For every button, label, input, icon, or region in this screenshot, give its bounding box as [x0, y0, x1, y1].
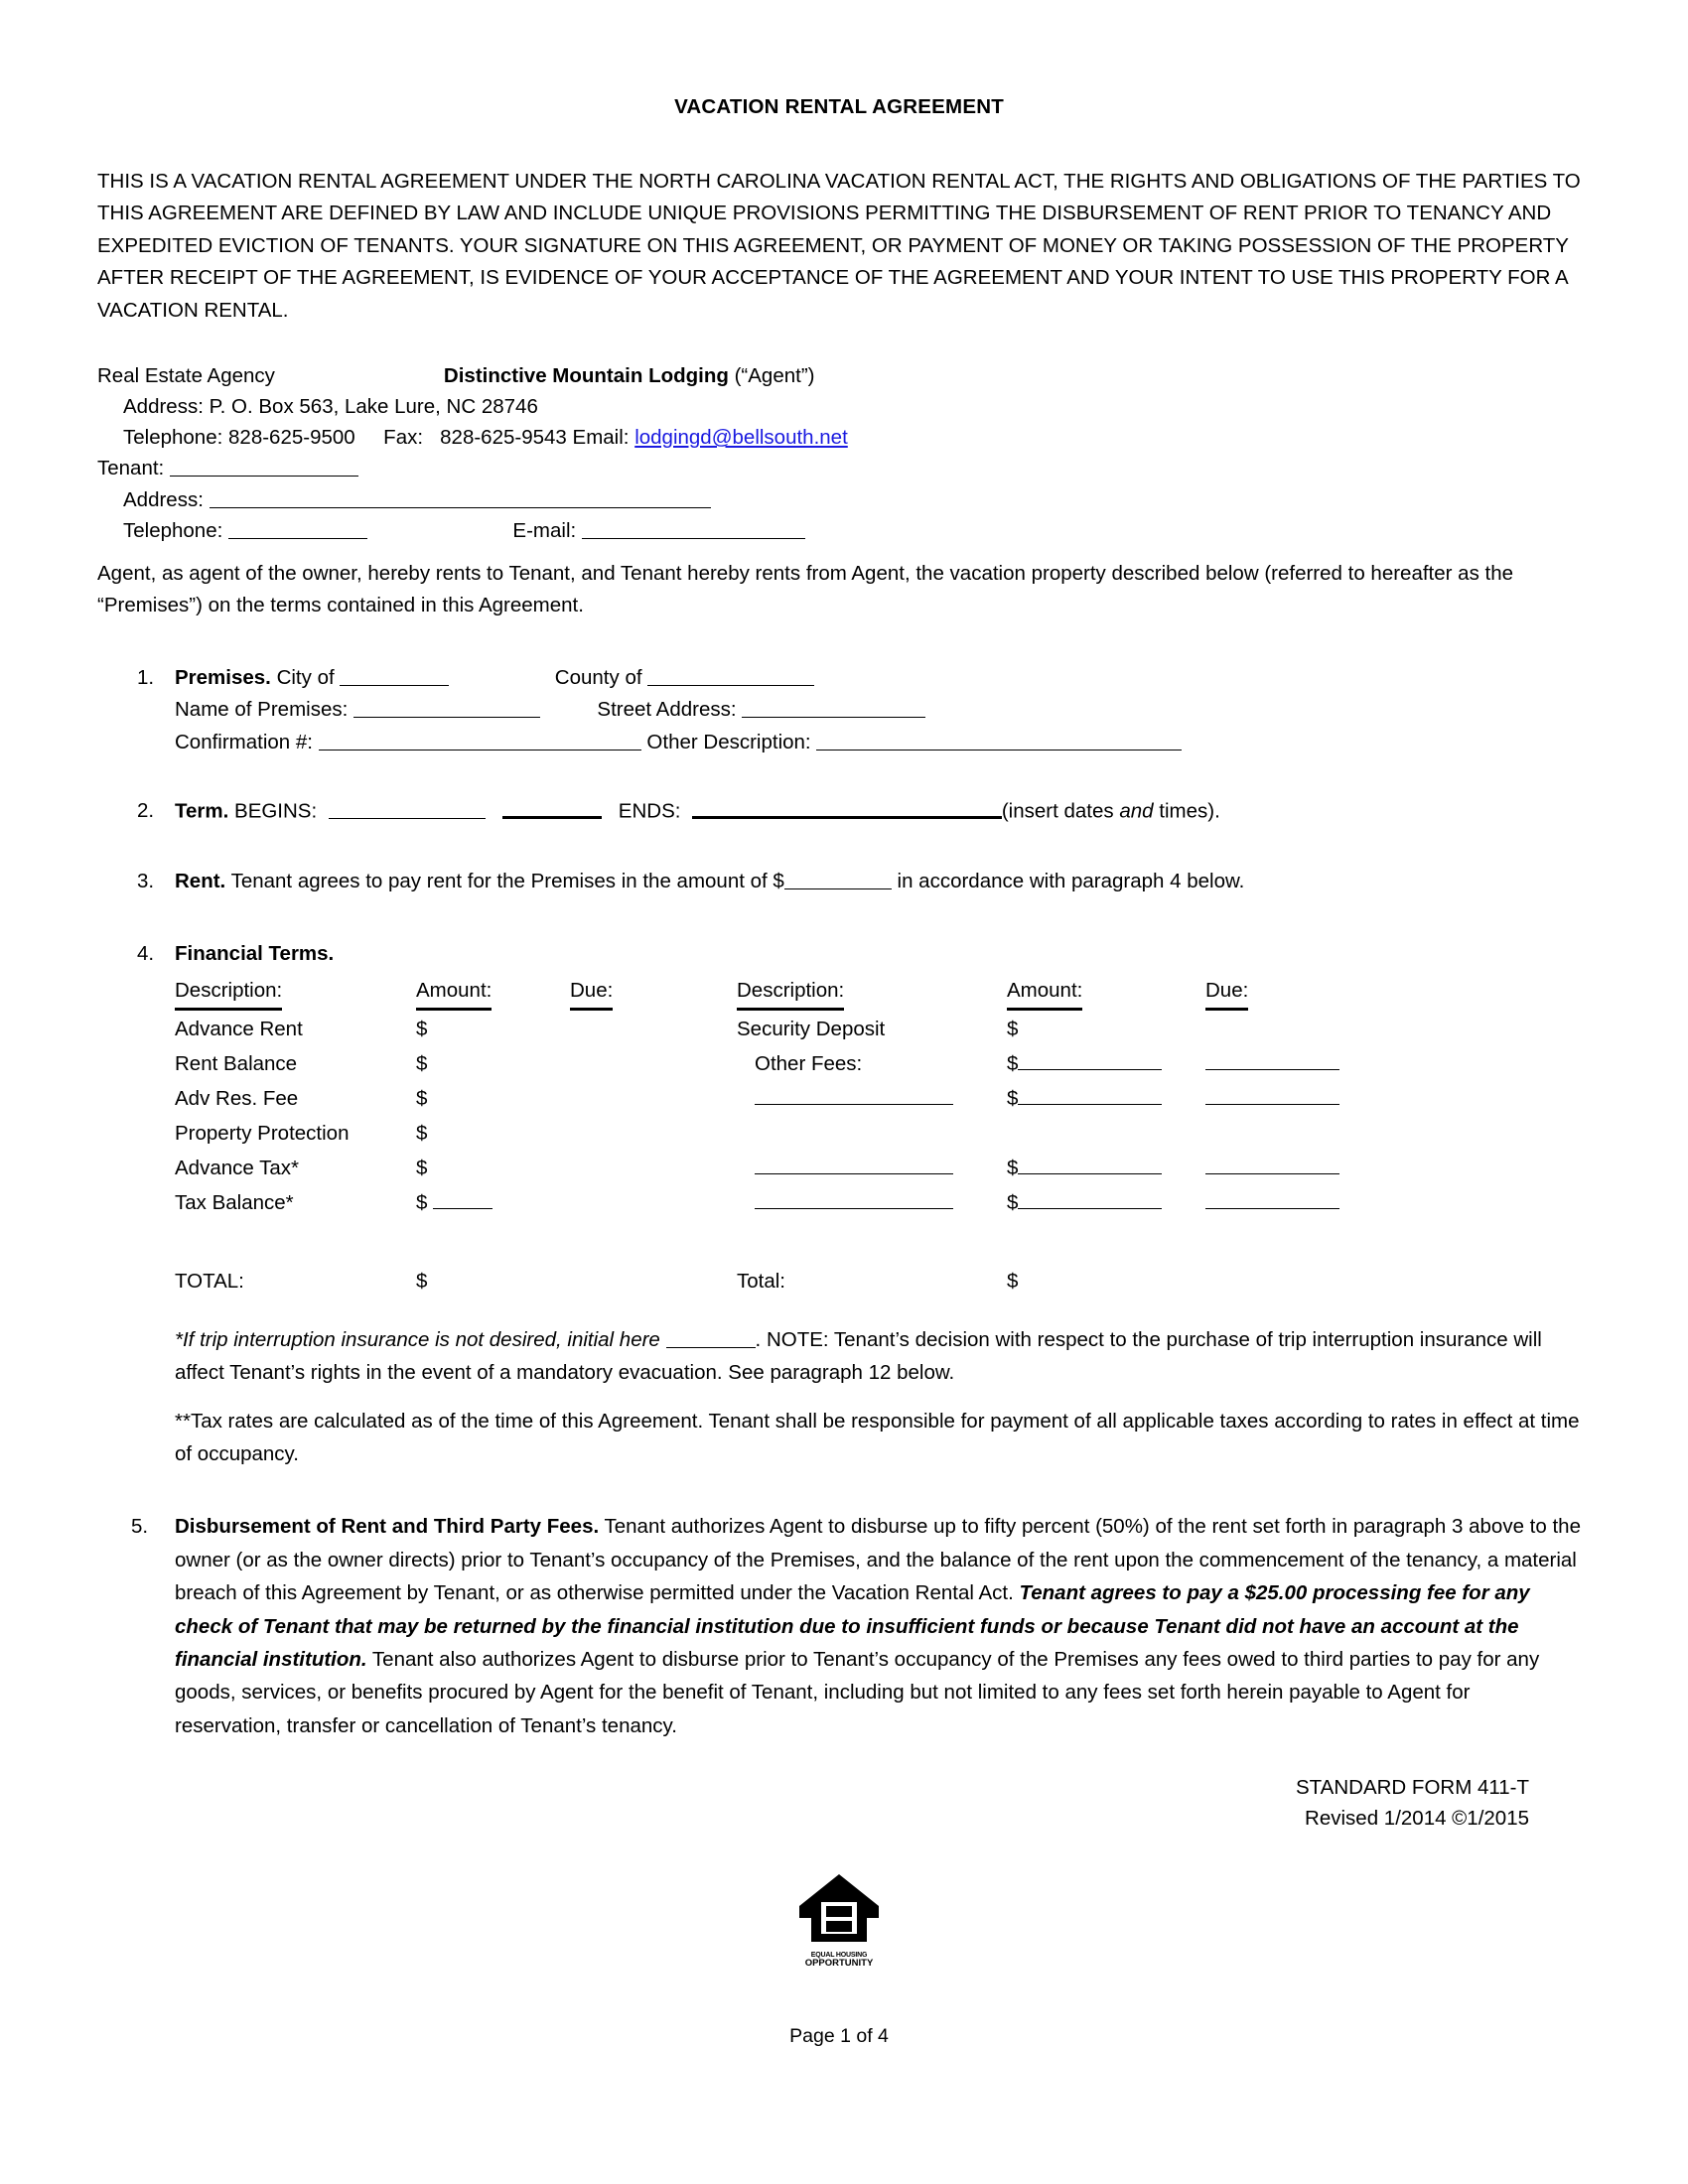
premises-name-label: Name of Premises: — [175, 698, 349, 722]
cell-description-blank[interactable] — [737, 1080, 1007, 1115]
item-rent-title: Rent. — [175, 870, 226, 893]
agency-address-value: P. O. Box 563, Lake Lure, NC 28746 — [209, 395, 538, 419]
total-label-right: Total: — [737, 1269, 785, 1293]
item-term — [97, 795, 1581, 828]
cell-description-blank[interactable] — [737, 1150, 1007, 1184]
city-label: City of — [276, 665, 335, 689]
term-begins-time-blank[interactable] — [502, 795, 602, 820]
cell-amount: $ — [416, 1051, 428, 1075]
form-meta — [97, 1772, 1581, 1834]
tenant-name-blank[interactable] — [170, 455, 358, 478]
cell-due[interactable] — [570, 1184, 669, 1219]
agency-email-link[interactable]: lodgingd@bellsouth.net — [634, 426, 848, 450]
note-initial-blank[interactable] — [666, 1325, 756, 1348]
agency-name: Distinctive Mountain Lodging — [443, 363, 729, 387]
note-trip-insurance-rest: . NOTE: Tenant’s decision with respect to the purchase of trip interruption insurance will affect Tenant’s rights in the event of a mandatory evacuation. See paragraph 12 below. — [175, 1327, 1542, 1384]
tenant-email-blank[interactable] — [582, 516, 805, 539]
cell-description: Advance Tax* — [175, 1156, 299, 1179]
premises-city-county-line — [175, 662, 1581, 695]
cell-description — [737, 1115, 1007, 1150]
rent-text-after: in accordance with paragraph 4 below. — [897, 870, 1245, 893]
intro-paragraph: THIS IS A VACATION RENTAL AGREEMENT UNDER THE NORTH CAROLINA VACATION RENTAL ACT, THE RIGHTS AND OBLIGATIONS OF THE PARTIES TO THIS AGREEMENT ARE DEFINED BY LAW AND INCLUDE UNIQUE PROVISIONS PERMITTING THE DISBURSEMENT OF RENT PRIOR TO TENANCY AND EXPEDITED EVICTION OF TENANTS. YOUR SIGNATURE ON THIS AGREEMENT, OR PAYMENT OF MONEY OR TAKING POSSESSION OF THE PROPERTY AFTER RECEIPT OF THE AGREEMENT, IS EVIDENCE OF YOUR ACCEPTANCE OF THE AGREEMENT AND YOUR INTENT TO USE THIS PROPERTY FOR A VACATION RENTAL. — [97, 170, 1581, 322]
premises-confirmation-line — [175, 727, 1581, 759]
house-icon — [797, 1872, 881, 1946]
cell-amount: $ — [416, 1086, 428, 1110]
cell-due — [1205, 1115, 1354, 1150]
cell-due[interactable] — [1205, 1011, 1354, 1045]
cell-amount: $ — [416, 1017, 428, 1040]
street-address-label: Street Address: — [597, 698, 737, 722]
revised-date: Revised 1/2014 ©1/2015 — [1305, 1807, 1529, 1831]
term-begins-label: BEGINS: — [234, 799, 318, 823]
cell-description: Security Deposit — [737, 1017, 886, 1040]
cell-description: Advance Rent — [175, 1017, 303, 1040]
item-financial-number: 4. — [137, 942, 155, 966]
logo-line-1: EQUAL HOUSING — [810, 1951, 868, 1959]
table-header-row — [175, 975, 1354, 1011]
tenant-address-line — [97, 484, 1581, 515]
item-rent-number: 3. — [137, 870, 155, 893]
cell-amount — [1007, 1115, 1205, 1150]
table-row — [175, 1080, 1354, 1115]
item-term-number: 2. — [137, 798, 155, 822]
confirmation-blank[interactable] — [319, 729, 641, 751]
other-description-label: Other Description: — [646, 731, 811, 754]
note-trip-insurance-italic: *If trip interruption insurance is not desired, initial here — [175, 1327, 660, 1351]
term-begins-blank[interactable] — [329, 797, 486, 820]
page-number-footer: Page 1 of 4 — [789, 2025, 889, 2048]
item-premises-number: 1. — [137, 665, 155, 689]
table-row — [175, 1184, 1354, 1219]
cell-due[interactable] — [570, 1011, 669, 1045]
cell-description: Adv Res. Fee — [175, 1086, 299, 1110]
table-row — [175, 1150, 1354, 1184]
table-row — [175, 1011, 1354, 1045]
cell-amount-blank-left: Tax Balance* — [175, 1190, 294, 1214]
parties-block — [97, 360, 1581, 546]
standard-form-number: STANDARD FORM 411-T — [1295, 1776, 1529, 1800]
tenant-contact-line — [97, 515, 1581, 546]
disbursement-text-emphasis: Tenant agrees to pay a $25.00 processing fee for any check of Tenant that may be returned by the financial institution due to insufficient funds or because Tenant did not have an account at the financial institution. — [175, 1581, 1530, 1672]
rent-text-before: Tenant agrees to pay rent for the Premises in the amount of $ — [230, 870, 784, 893]
rent-line — [175, 866, 1581, 898]
equal-housing-text — [797, 1952, 881, 1969]
cell-due[interactable] — [570, 1045, 669, 1080]
page-title: VACATION RENTAL AGREEMENT — [674, 95, 1004, 118]
item-disbursement-number: 5. — [131, 1515, 149, 1539]
cell-amount-blank[interactable]: $ — [416, 1184, 570, 1219]
term-line — [175, 795, 1581, 828]
item-disbursement — [97, 1510, 1581, 1742]
item-premises — [97, 662, 1581, 759]
financial-terms-table — [175, 975, 1354, 1297]
tenant-telephone-blank[interactable] — [228, 516, 367, 539]
tenant-label: Tenant: — [97, 457, 165, 480]
header-description-left: Description: — [175, 975, 282, 1011]
table-row — [175, 1045, 1354, 1080]
cell-amount-blank[interactable]: $ — [1007, 1184, 1205, 1219]
tenant-address-label: Address: — [123, 487, 204, 511]
agency-telephone-value: 828-625-9500 — [228, 426, 355, 450]
term-ends-blank[interactable] — [692, 795, 1002, 820]
cell-amount-blank[interactable]: $ — [1007, 1045, 1205, 1080]
street-address-blank[interactable] — [742, 696, 925, 719]
header-due-left: Due: — [570, 975, 613, 1011]
agency-name-suffix: (“Agent”) — [734, 363, 815, 387]
disbursement-text-part2: Tenant also authorizes Agent to disburse prior to Tenant’s occupancy of the Premises any fees owed to third parties to pay for any goods, services, or benefits procured by Agent for the benefit of Tenant, including but not limited to any fees set forth herein payable to Agent for reservation, transfer or cancellation of Tenant’s tenancy. — [175, 1648, 1540, 1737]
cell-due[interactable] — [570, 1080, 669, 1115]
confirmation-label: Confirmation #: — [175, 731, 314, 754]
county-label: County of — [554, 665, 642, 689]
city-blank[interactable] — [340, 663, 449, 686]
item-financial-title: Financial Terms. — [175, 942, 335, 966]
table-row — [175, 1115, 1354, 1150]
cell-description: Rent Balance — [175, 1051, 298, 1075]
table-total-row — [175, 1263, 1354, 1297]
equal-housing-logo-wrap — [97, 1872, 1581, 1969]
agency-fax-value: 828-625-9543 — [440, 426, 567, 450]
total-label-left: TOTAL: — [175, 1269, 244, 1293]
header-description-right: Description: — [737, 975, 844, 1011]
cell-due[interactable] — [570, 1115, 669, 1150]
cell-description: Other Fees: — [755, 1051, 863, 1075]
term-note-prefix: (insert dates — [1001, 799, 1120, 823]
cell-amount: $ — [416, 1156, 428, 1179]
cell-amount-blank[interactable]: $ — [1007, 1150, 1205, 1184]
note-trip-insurance — [175, 1323, 1581, 1389]
cell-description-blank[interactable] — [737, 1184, 1007, 1219]
item-disbursement-title: Disbursement of Rent and Third Party Fees. — [175, 1515, 600, 1539]
term-note-italic: and — [1119, 799, 1154, 823]
header-amount-left: Amount: — [416, 975, 492, 1011]
item-premises-title: Premises. — [175, 665, 271, 689]
cell-description: Property Protection — [175, 1121, 350, 1145]
agency-address-label: Address: — [123, 395, 204, 419]
note-tax-rates: **Tax rates are calculated as of the time of this Agreement. Tenant shall be responsible for payment of all applicable taxes according to rates in effect at time of occupancy. — [175, 1410, 1580, 1466]
tenant-name-line — [97, 453, 1581, 483]
tenant-email-label: E-mail: — [512, 518, 577, 542]
item-rent — [97, 866, 1581, 898]
disbursement-text-part1: Tenant authorizes Agent to disburse up to fifty percent (50%) of the rent set forth in paragraph 3 above to the owner (or as the owner directs) prior to Tenant’s occupancy of the Premises, and the balance of the rent upon the commencement of the tenancy, a material breach of this Agreement by Tenant, or as otherwise permitted under the Vacation Rental Act. — [175, 1515, 1581, 1605]
cell-due-blank[interactable] — [1205, 1080, 1354, 1115]
equal-housing-opportunity-logo — [797, 1872, 881, 1969]
term-note-suffix: times). — [1153, 799, 1220, 823]
agency-email-label: Email: — [572, 426, 630, 450]
agency-telephone-label: Telephone: — [123, 426, 223, 450]
agency-line — [97, 360, 1581, 391]
header-due-right: Due: — [1205, 975, 1248, 1011]
financial-notes — [175, 1323, 1581, 1471]
county-blank[interactable] — [647, 663, 814, 686]
cell-due[interactable] — [570, 1150, 669, 1184]
tenant-telephone-label: Telephone: — [123, 518, 223, 542]
cell-due-blank[interactable] — [1205, 1150, 1354, 1184]
rent-amount-blank[interactable] — [784, 868, 892, 890]
term-ends-label: ENDS: — [618, 799, 681, 823]
premises-name-blank[interactable] — [353, 696, 540, 719]
agency-contact-line — [97, 422, 1581, 453]
agent-paragraph: Agent, as agent of the owner, hereby rents to Tenant, and Tenant hereby rents from Agent, the vacation property described below (referred to hereafter as the “Premises”) on the terms contained in this Agreement. — [97, 561, 1514, 617]
cell-amount-blank[interactable]: $ — [1007, 1080, 1205, 1115]
logo-line-2: OPPORTUNITY — [804, 1957, 874, 1969]
cell-amount: $ — [416, 1121, 428, 1145]
premises-name-street-line — [175, 694, 1581, 727]
item-term-title: Term. — [175, 799, 229, 823]
agency-fax-label: Fax: — [383, 426, 424, 450]
item-financial-terms — [97, 938, 1581, 1470]
agency-label: Real Estate Agency — [97, 363, 275, 387]
cell-due-blank[interactable] — [1205, 1184, 1354, 1219]
header-amount-right: Amount: — [1007, 975, 1082, 1011]
numbered-items — [97, 662, 1581, 1743]
tenant-address-blank[interactable] — [210, 485, 711, 508]
total-amount-right: $ — [1007, 1269, 1019, 1293]
other-description-blank[interactable] — [816, 729, 1182, 751]
cell-amount: $ — [1007, 1017, 1019, 1040]
cell-due-blank[interactable] — [1205, 1045, 1354, 1080]
total-amount-left: $ — [416, 1269, 428, 1293]
agency-address-line — [97, 391, 1581, 422]
